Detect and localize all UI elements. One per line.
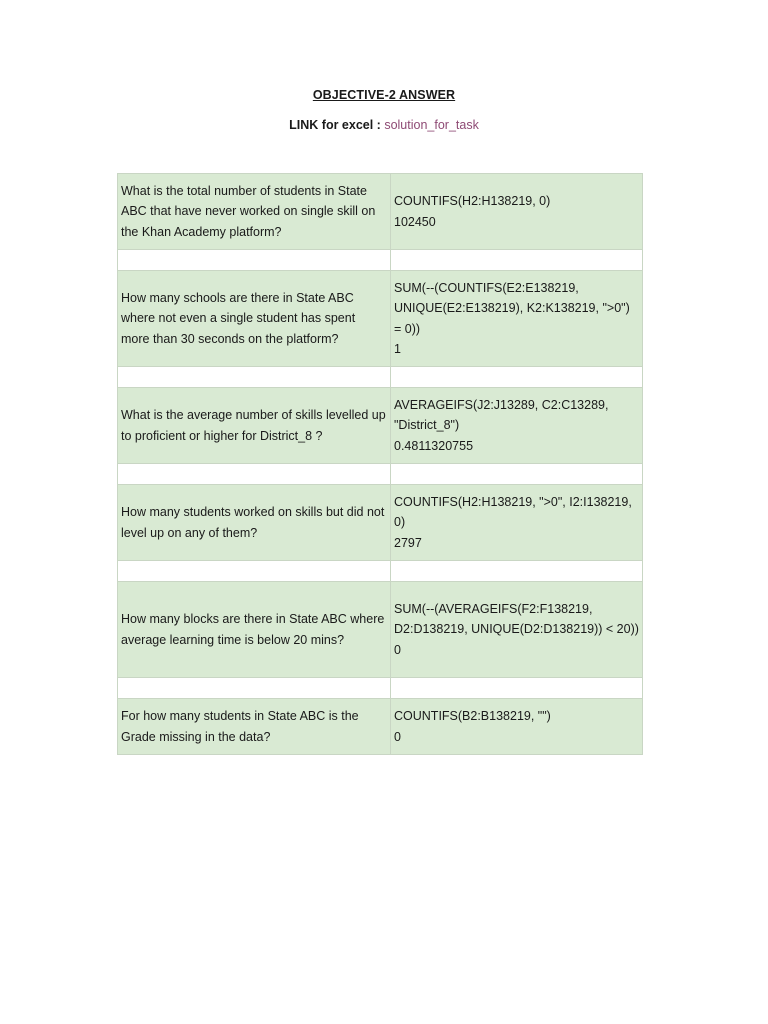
page-title: OBJECTIVE-2 ANSWER [312, 88, 456, 102]
formula-text: SUM(--(COUNTIFS(E2:E138219, UNIQUE(E2:E138219), K2:K138219, ">0") = 0)) [394, 280, 630, 336]
spacer-row [118, 464, 643, 485]
table-row [118, 699, 643, 755]
excel-link-label: LINK for excel : [289, 118, 385, 132]
answer-value: 102450 [394, 214, 436, 229]
solution-link[interactable]: solution_for_task [384, 118, 479, 132]
question-cell: For how many students in State ABC is the Grade missing in the data? [118, 699, 391, 755]
excel-link-line [0, 118, 768, 132]
answer-value: 0 [394, 642, 401, 657]
formula-text: COUNTIFS(H2:H138219, 0) [394, 194, 551, 208]
question-cell: How many students worked on skills but did not level up on any of them? [118, 485, 391, 561]
formula-text: COUNTIFS(H2:H138219, ">0", I2:I138219, 0) [394, 494, 632, 530]
answer-cell [391, 388, 643, 464]
spacer-row [118, 561, 643, 582]
spacer-row [118, 250, 643, 271]
formula-text: SUM(--(AVERAGEIFS(F2:F138219, D2:D138219, UNIQUE(D2:D138219)) < 20)) [394, 601, 639, 637]
answer-cell [391, 485, 643, 561]
answer-value: 0 [394, 729, 401, 744]
question-cell: How many blocks are there in State ABC where average learning time is below 20 mins? [118, 582, 391, 678]
formula-text: COUNTIFS(B2:B138219, "") [394, 709, 551, 723]
answer-value: 2797 [394, 535, 422, 550]
answer-value: 0.4811320755 [394, 438, 474, 453]
question-cell: How many schools are there in State ABC where not even a single student has spent more than 30 seconds on the platform? [118, 271, 391, 367]
table-row [118, 271, 643, 367]
answer-cell [391, 699, 643, 755]
answer-cell [391, 582, 643, 678]
question-cell: What is the average number of skills levelled up to proficient or higher for District_8 ? [118, 388, 391, 464]
table-row [118, 388, 643, 464]
table-row [118, 174, 643, 250]
answer-cell [391, 174, 643, 250]
qa-table [117, 173, 643, 755]
answer-value: 1 [394, 342, 401, 356]
spacer-row [118, 678, 643, 699]
answer-cell [391, 271, 643, 367]
question-cell: What is the total number of students in State ABC that have never worked on single skill on the Khan Academy platform? [118, 174, 391, 250]
formula-text: AVERAGEIFS(J2:J13289, C2:C13289, "District_8") [394, 397, 609, 433]
table-row [118, 485, 643, 561]
spacer-row [118, 367, 643, 388]
table-row [118, 582, 643, 678]
